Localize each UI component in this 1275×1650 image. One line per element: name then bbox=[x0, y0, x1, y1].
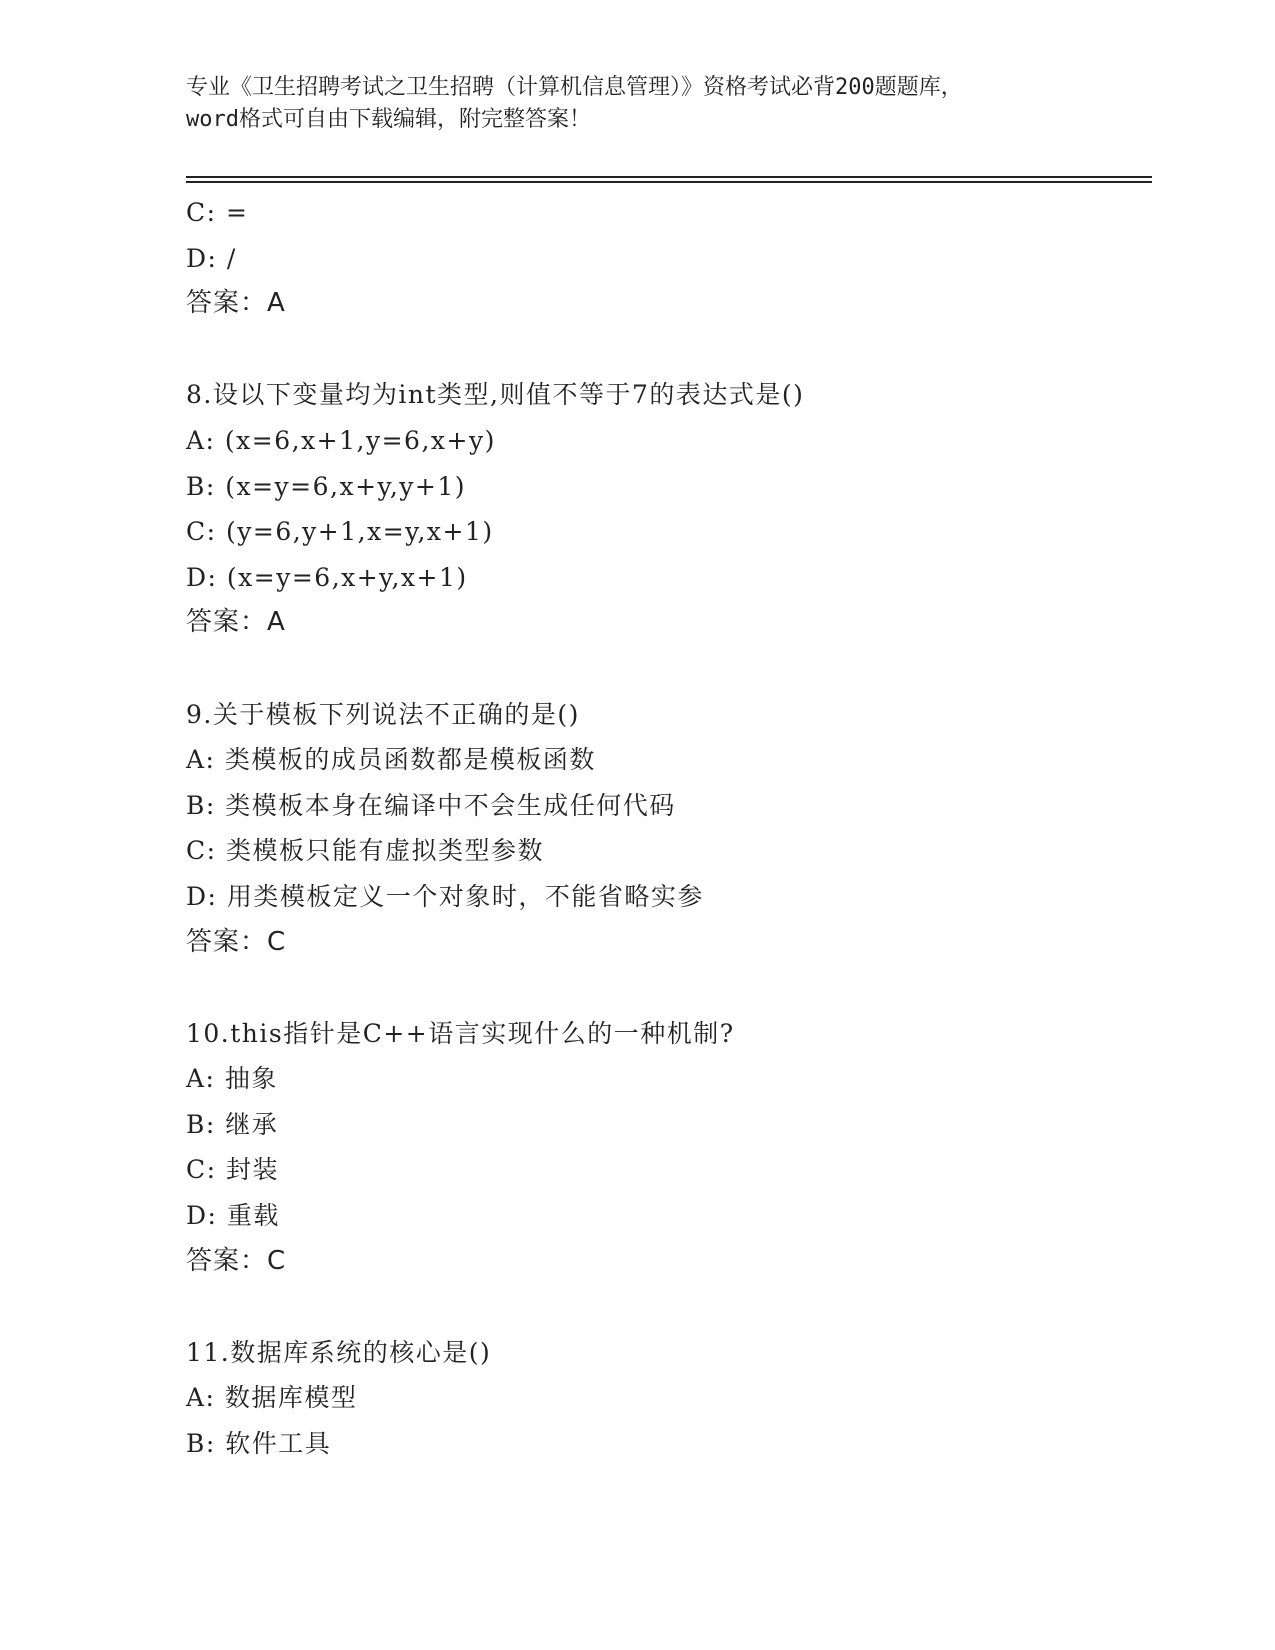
option-d: D: / bbox=[186, 243, 237, 273]
option-a: A: 抽象 bbox=[186, 1064, 278, 1094]
header-divider-bottom bbox=[186, 181, 1152, 183]
option-b: B: 继承 bbox=[186, 1109, 279, 1139]
option-b: B: 软件工具 bbox=[186, 1429, 332, 1459]
option-b: B: 类模板本身在编译中不会生成任何代码 bbox=[186, 790, 676, 820]
option-c: C: = bbox=[186, 198, 249, 227]
option-d: D: (x=y=6,x+y,x+1) bbox=[186, 562, 468, 592]
answer-line: 答案：C bbox=[186, 1245, 287, 1276]
option-d: D: 重载 bbox=[186, 1201, 280, 1231]
header-title-line-2: word格式可自由下载编辑，附完整答案！ bbox=[186, 107, 591, 132]
option-c: C: 封装 bbox=[186, 1155, 279, 1185]
header-title-line-1: 专业《卫生招聘考试之卫生招聘（计算机信息管理）》资格考试必背200题题库， bbox=[186, 75, 963, 100]
option-b: B: (x=y=6,x+y,y+1) bbox=[186, 471, 466, 501]
option-c: C: (y=6,y+1,x=y,x+1) bbox=[186, 517, 494, 547]
spacer bbox=[186, 646, 1146, 692]
option-c: C: 类模板只能有虚拟类型参数 bbox=[186, 836, 544, 866]
question-list bbox=[186, 190, 1146, 1467]
option-d: D: 用类模板定义一个对象时，不能省略实参 bbox=[186, 881, 704, 911]
spacer bbox=[186, 1284, 1146, 1330]
option-a: A: (x=6,x+1,y=6,x+y) bbox=[186, 425, 496, 455]
answer-line: 答案：A bbox=[186, 288, 286, 319]
question-stem: 11.数据库系统的核心是() bbox=[186, 1337, 492, 1367]
question-stem: 8.设以下变量均为int类型,则值不等于7的表达式是() bbox=[186, 380, 805, 410]
answer-line: 答案：C bbox=[186, 926, 287, 957]
spacer bbox=[186, 327, 1146, 373]
question-stem: 9.关于模板下列说法不正确的是() bbox=[186, 699, 580, 729]
spacer bbox=[186, 965, 1146, 1011]
question-stem: 10.this指针是C++语言实现什么的一种机制? bbox=[186, 1018, 735, 1048]
option-a: A: 类模板的成员函数都是模板函数 bbox=[186, 745, 596, 775]
document-header bbox=[186, 72, 1106, 136]
option-a: A: 数据库模型 bbox=[186, 1383, 358, 1413]
answer-line: 答案：A bbox=[186, 607, 286, 638]
header-divider-top bbox=[186, 176, 1152, 178]
